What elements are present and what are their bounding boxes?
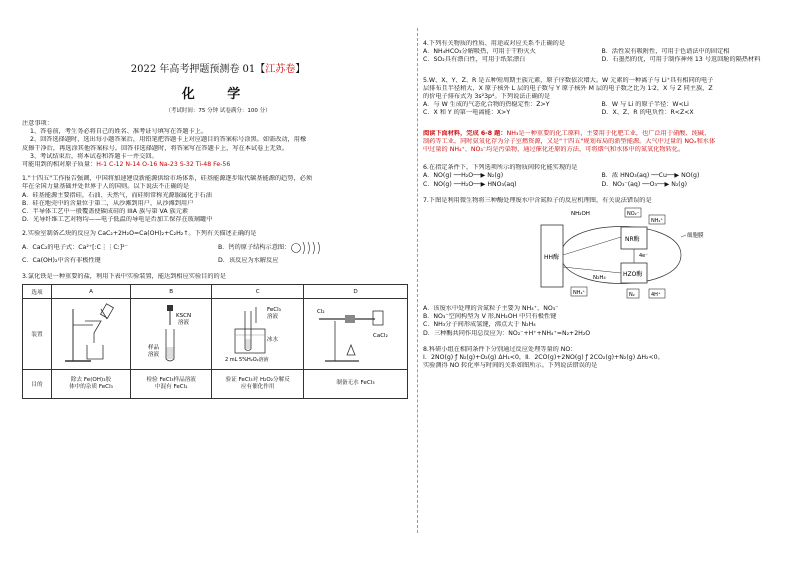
reading-line: 中过量的 NH₄⁺、NO₃⁻均是污染物，通过催化还原的方法，可将烟气和水体中的氮氧化物转化。 (423, 146, 685, 154)
cell-membrane-label: 细胞膜 (687, 233, 704, 240)
q1-stem: 年在全国力量基础并处世界于人的国则。以下说法不正确的是 (22, 183, 190, 191)
label-h2o2: 2 mL 5%H₂O₂溶液 (224, 357, 269, 364)
note-item: 1、答卷前，考生务必将自己的姓名、准考证号填写在答题卡上。 (30, 128, 208, 136)
note-item: 2、回答选择题时，选出每小题答案后，用铅笔把答题卡上对应题目的答案标号涂黑。如需改动，用橡 (30, 136, 307, 144)
label-cacl2: CaCl₂ (373, 333, 389, 340)
notes-heading: 注意事项： (22, 120, 53, 127)
q8-stem: 8.科研小组在相同条件下分别通过反应处理等量的 NO： (423, 345, 577, 353)
q2-option-a: A．CaC₂的电子式：Ca²⁺[:C⋮⋮C:]²⁻ (22, 243, 128, 251)
q5-stem: 的价电子排布式为 3s²3p⁴。下列说法正确的是 (423, 93, 551, 101)
filtration-apparatus-icon (61, 303, 121, 365)
q7-stem: 7.下图是利用微生物将三种酶处理废水中含氮粒子的反应机理图，有关说法错误的是 (423, 196, 652, 204)
exam-title (22, 60, 414, 75)
q6-option-d: D．NO₃⁻(aq) ──O₃──▶ N₂(g) (601, 180, 688, 188)
q4-option-d: D．石墨烈的优，可用于制作神州 13 号返回舱的隔热材料 (601, 56, 761, 64)
q4-stem: 4.下列有关物质的性质、用途或对应关系不正确的是 (423, 40, 566, 47)
nr-enzyme-label: NR酶 (625, 236, 640, 244)
q2-option-b-text: B．钙的原子结构示意图： (218, 243, 291, 251)
label-fecl3: FeCl₃ (266, 307, 281, 314)
q4-option-a: A．NH₄HCO₃分解吸热，可用于干粉灭火 (423, 48, 536, 56)
left-column (22, 30, 414, 399)
q1-option: A．硅基能源主要指硅，石油、天然气，而硅则常称光源服属化于石油 (22, 191, 212, 199)
reading-passage (423, 130, 780, 138)
label-solution: 溶液 (178, 320, 190, 327)
q6-option-c: C．NO(g) ──H₂O──▶ HNO₃(aq) (423, 180, 517, 188)
q1-stem: 1."十四五"工作报告强调，中国将加速建设新能源供给市场体系，硅基能源逐步取代碳基能源的趋势，必须 (22, 175, 313, 183)
q1-option: B．硅在地壳中的含量位于第二，从沙滩到用户，从沙滩到用户 (22, 199, 194, 207)
right-column (423, 40, 780, 370)
title-province: 江苏卷 (265, 64, 296, 75)
label-kscn: KSCN (176, 313, 192, 320)
h-ion-label: 4H⁺ (651, 292, 661, 299)
aim-text: 体中的杂质 FeCl₃ (69, 384, 113, 391)
aim-text: 验证 FeCl₃对 H₂O₂分解反 (225, 376, 290, 383)
aim-d (303, 370, 407, 399)
label-ice-water: 冰水 (266, 337, 278, 344)
masses-label: 可能用到的相对原子质量： (22, 161, 97, 169)
q2-option-c: C．Ca(OH)₂中含有非极性键 (22, 256, 101, 264)
label-fecl3-solution: 溶液 (266, 314, 278, 321)
aim-text: 检验 FeCl₃样品溶液 (146, 376, 196, 383)
q8-reactions: Ⅰ．2NO(g) ƒ N₂(g)+O₂(g) ΔH₁<0，Ⅱ．2CO(g)+2NO(g) ƒ 2CO₂(g)+N₂(g) ΔH₂<0。 (423, 354, 664, 362)
nh2oh-label: NH₂OH (571, 211, 590, 218)
apparatus-a (52, 299, 131, 370)
q4-option-c: C．SO₂具有漂白性，可用于纸浆漂白 (423, 56, 526, 64)
hzo-enzyme-label: HZO酶 (623, 271, 643, 279)
apparatus-d (303, 299, 407, 370)
q5-option-d: D．X、Z、R 的电负性：R<Z<X (601, 109, 694, 117)
table-header-cell: C (212, 285, 304, 299)
row-label-aim: 目的 (23, 370, 52, 399)
n2h4-label: N₂H₄ (593, 275, 606, 282)
no2-label: NO₂⁻ (627, 211, 640, 218)
q2-option-d: D．该反应为水解反应 (218, 256, 279, 264)
q7-option-c: C．NH₃分子间形成氢键，沸点大于 N₂H₄ (423, 321, 536, 329)
title-main: 2022 年高考押题预测卷 01【 (130, 64, 266, 75)
label-sample: 样品 (148, 345, 160, 352)
q3-stem: 3.氯化铁是一种重要的盐，利用下表中实验装置，能达到相应实验目的的是 (22, 272, 226, 280)
aim-text: 应有催化作用 (240, 384, 275, 391)
nh4-bottom-label: NH₄⁺ (573, 290, 586, 297)
q4-option-b: B．活性炭有吸附性，可用于色谱法中的固定相 (601, 48, 730, 56)
q1-option: C．半导体工艺中一般覆盖使碳成硅的 IIIA 族与第 VA 族元素 (22, 208, 189, 216)
water-bath-test-tube-icon (223, 303, 293, 365)
label-cl2: Cl₂ (317, 309, 326, 316)
q5-option-a: A．与 W 生成的气态化合物的热稳定性：Z>Y (423, 101, 550, 109)
note-item: 3、考试结束后，将本试卷和答题卡一并交回。 (30, 152, 158, 160)
aim-text: 制备无水 FeCl₃ (336, 380, 375, 387)
masses-values: H-1 C-12 N-14 O-16 Na-23 S-32 Ti-48 Fe-56 (96, 161, 231, 169)
q5-stem: 5.W、X、Y、Z、R 是五种短周期主族元素，原子序数依次增大。W 元素的一种离子与 Li⁺具有相同的电子 (423, 76, 714, 84)
table-header-cell: D (303, 285, 407, 299)
reading-line: NH₃是一种重要的化工原料，主要用于化肥工业，也广泛用于硝酸、纯碱、 (506, 129, 711, 137)
exam-meta: （考试时间：75 分钟 试卷满分：100 分） (165, 108, 271, 114)
q6-option-a: A．NO(g) ──H₂O──▶ N₂(g) (423, 172, 504, 180)
aim-text: 除去 Fe(OH)₃胶 (70, 376, 112, 383)
apparatus-c (212, 299, 304, 370)
q1-option: D．光导纤维工艺对物均——电子低温的导电是否加工保存在玻璃罐中 (22, 216, 213, 224)
q5-option-c: C．X 和 Y 的第一电离能：X>Y (423, 109, 511, 117)
q7-option-a: A．该废水中处理的含氮粒子主要为 NH₄⁺、NO₃⁻ (423, 305, 559, 313)
n2-label: N₂ (629, 292, 635, 299)
table-header-cell: B (130, 285, 211, 299)
hh-enzyme-label: HH酶 (544, 254, 560, 262)
q8-prompt: 实验测得 NO 转化率与时间的关系如图所示。下列说法错误的是 (423, 362, 598, 370)
electron-label: 4e⁻ (639, 253, 648, 260)
apparatus-b (130, 299, 211, 370)
nh4-top-label: NH₄⁺ (651, 218, 664, 225)
aim-text: 中混有 FeCl₂ (154, 384, 188, 391)
reading-line: 制药等工业。同时氨氧化存为分子室燃资源，又是"十四五"规划布局的新型能源。大气中过量的 NOₓ和水体 (423, 137, 716, 145)
dropper-test-tube-icon (140, 303, 202, 365)
table-header-cell: 选项 (23, 285, 52, 299)
q6-option-b: B．浓 HNO₃(aq) ──Cu──▶ NO(g) (601, 172, 700, 180)
q5-stem: 层排布且半径稍大，X 原子核外 L 层的电子数与 Y 原子核外 M 层的电子数之比为 1∶2，X 与 Z 同主族，Z (423, 84, 713, 92)
subject-title: 化 学 (181, 87, 255, 102)
q2-stem: 2.实验室制备乙炔的反应为 CaC₂+2H₂O=Ca(OH)₂+C₂H₂↑。下列有关描述正确的是 (22, 230, 257, 238)
q5-option-b: B．W 与 Li 的原子半径：W<Li (601, 101, 689, 109)
title-end: 】 (295, 64, 306, 75)
reading-prefix: 阅读下面材料，完成 6-8 题： (423, 129, 507, 137)
label-sample-solution: 溶液 (148, 352, 160, 359)
q7-option-d: D．三种酶共同作用总反应为：NO₂⁻+H⁺+NH₄⁺=N₂+2H₂O (423, 329, 591, 337)
q7-option-b: B．NO₃⁻空间构型为 V 形,NH₂OH 中只有极性键 (423, 313, 557, 321)
q6-stem: 6.在指定条件下，下列选项所示的物质间转化能实现的是 (423, 164, 578, 172)
aim-c (212, 370, 304, 399)
q3-table (22, 284, 408, 399)
table-header-cell: A (52, 285, 131, 299)
calcium-atom-structure-icon (290, 240, 324, 256)
aim-b (130, 370, 211, 399)
column-divider (417, 28, 418, 533)
note-item: 皮擦干净后，再选涂其他答案标号。回答非选择题时，将答案写在答题卡上，写在本试卷上无效。 (22, 144, 289, 152)
atomic-masses (22, 161, 414, 169)
heating-tube-apparatus-icon (315, 303, 395, 365)
enzyme-mechanism-diagram (531, 207, 731, 303)
q2-option-b (218, 240, 414, 256)
aim-a (52, 370, 131, 399)
row-label-apparatus: 装置 (23, 299, 52, 370)
